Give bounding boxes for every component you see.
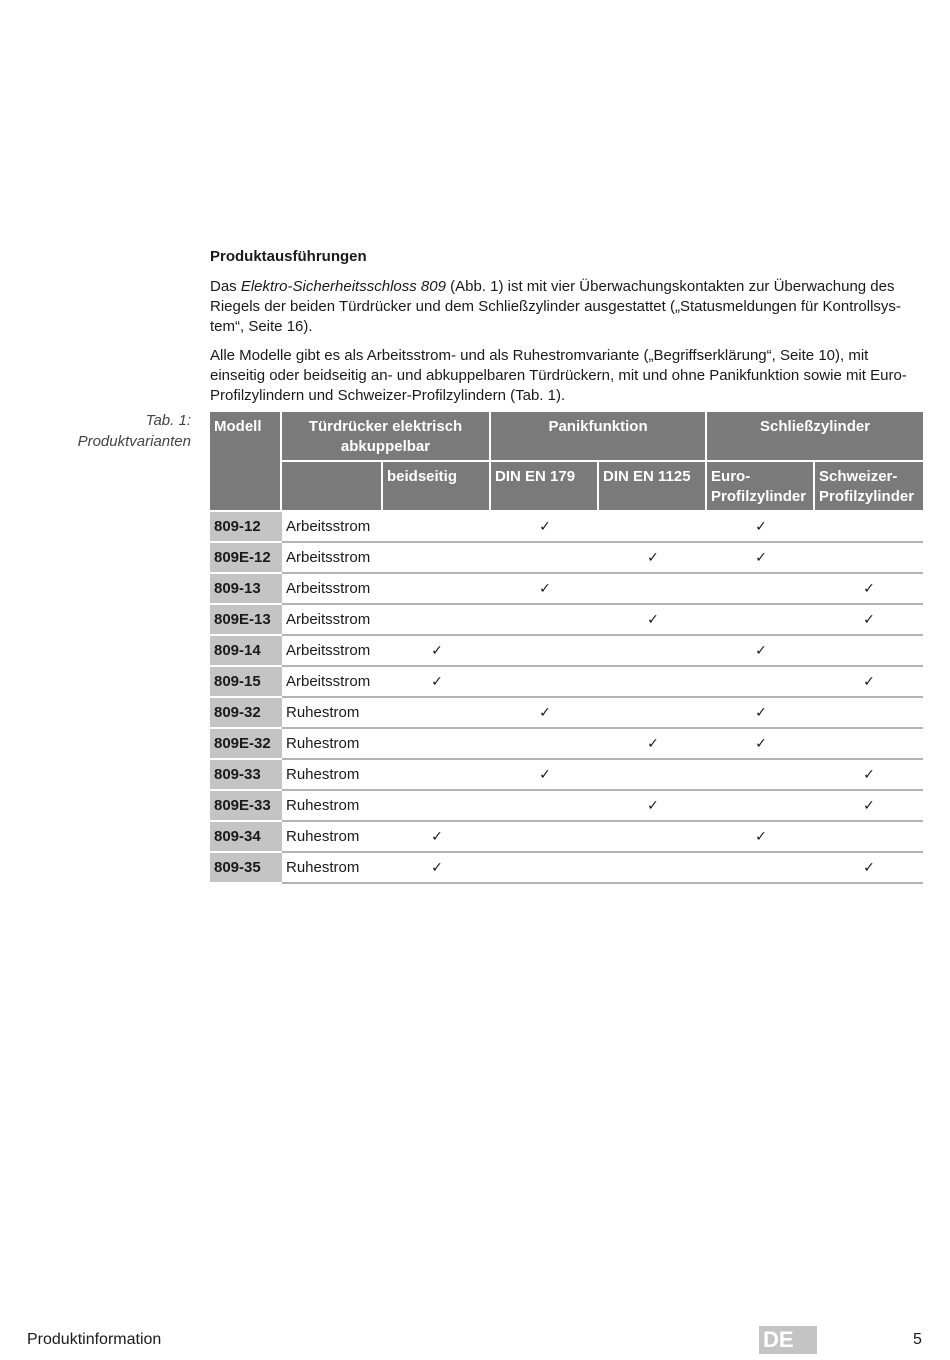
table-body [210,512,923,884]
check-cell [707,605,815,636]
header-modell: Modell [210,412,282,512]
check-cell [815,822,923,853]
check-cell [383,791,491,822]
table-row [210,574,923,605]
checkmark-icon: ✓ [755,735,767,752]
table-row [210,636,923,667]
checkmark-icon: ✓ [863,611,875,628]
check-cell [383,760,491,791]
check-cell [491,698,599,729]
model-cell: 809-15 [210,667,282,698]
check-cell [707,512,815,543]
check-cell [383,853,491,884]
checkmark-icon: ✓ [755,704,767,721]
check-cell [599,574,707,605]
check-cell [707,822,815,853]
checkmark-icon: ✓ [539,580,551,597]
intro-text-end: (Abb. 1) ist mit vier Überwachungskontakten zur Überwachung des Riegels der beiden Türdrücker und dem Schließzylinder ausgestattet („Statusmeldungen für Kontrollsys-tem“, Seite 16). [210,278,901,335]
table-row [210,822,923,853]
variants-paragraph: Alle Modelle gibt es als Arbeitsstrom- und als Ruhestromvariante („Begriffserklärung“, Seite 10), mit einseitig oder beidseitig an- und abkuppelbaren Türdrückern, mit und ohne Panikfunktion sowie mit Euro-Profilzylindern und Schweizer-Profilzylindern (Tab. 1). [210,347,907,404]
current-type-cell: Arbeitsstrom [282,543,383,574]
check-cell [491,853,599,884]
header-tuerdruecker: Türdrücker elektrisch abkuppelbar [282,412,491,462]
check-cell [707,791,815,822]
check-cell [815,760,923,791]
check-cell [815,605,923,636]
check-cell [491,512,599,543]
check-cell [599,605,707,636]
check-cell [491,667,599,698]
check-cell [383,729,491,760]
current-type-cell: Ruhestrom [282,791,383,822]
page-number: 5 [913,1331,922,1348]
check-cell [815,636,923,667]
table-row [210,605,923,636]
checkmark-icon: ✓ [647,549,659,566]
check-cell [707,698,815,729]
header-schliesszylinder: Schließzylinder [707,412,923,462]
current-type-cell: Arbeitsstrom [282,636,383,667]
checkmark-icon: ✓ [539,518,551,535]
table-subheader-row [210,462,923,512]
model-cell: 809E-32 [210,729,282,760]
checkmark-icon: ✓ [863,797,875,814]
check-cell [599,543,707,574]
model-cell: 809-35 [210,853,282,884]
table-row [210,698,923,729]
check-cell [815,574,923,605]
check-cell [491,791,599,822]
check-cell [491,543,599,574]
footer-title: Produktinformation [27,1331,162,1348]
section-heading: Produktausführungen [210,248,367,265]
model-cell: 809-33 [210,760,282,791]
check-cell [599,512,707,543]
check-cell [707,574,815,605]
intro-paragraph [210,277,925,337]
subheader-beidseitig: beidseitig [383,462,491,512]
check-cell [599,698,707,729]
check-cell [599,760,707,791]
language-badge: DE [759,1326,817,1354]
checkmark-icon: ✓ [755,828,767,845]
check-cell [383,698,491,729]
model-cell: 809E-13 [210,605,282,636]
check-cell [815,729,923,760]
check-cell [599,853,707,884]
checkmark-icon: ✓ [755,642,767,659]
current-type-cell: Arbeitsstrom [282,512,383,543]
checkmark-icon: ✓ [647,735,659,752]
check-cell [707,729,815,760]
checkmark-icon: ✓ [431,673,443,690]
checkmark-icon: ✓ [431,859,443,876]
check-cell [707,543,815,574]
check-cell [599,791,707,822]
check-cell [707,760,815,791]
product-name: Elektro-Sicherheitsschloss 809 [240,278,446,295]
current-type-cell: Arbeitsstrom [282,667,383,698]
checkmark-icon: ✓ [755,518,767,535]
check-cell [599,636,707,667]
check-cell [491,605,599,636]
check-cell [383,636,491,667]
current-type-cell: Ruhestrom [282,729,383,760]
subheader-din-en-179: DIN EN 179 [491,462,599,512]
model-cell: 809E-12 [210,543,282,574]
checkmark-icon: ✓ [431,828,443,845]
subheader-din-en-1125: DIN EN 1125 [599,462,707,512]
check-cell [383,574,491,605]
current-type-cell: Ruhestrom [282,698,383,729]
product-variants-table [210,412,923,884]
subheader-schweizer: Schweizer-Profilzylinder [815,462,923,512]
check-cell [599,729,707,760]
checkmark-icon: ✓ [863,673,875,690]
model-cell: 809-13 [210,574,282,605]
current-type-cell: Ruhestrom [282,853,383,884]
model-cell: 809-34 [210,822,282,853]
check-cell [707,667,815,698]
check-cell [815,512,923,543]
check-cell [707,636,815,667]
checkmark-icon: ✓ [539,704,551,721]
checkmark-icon: ✓ [647,797,659,814]
current-type-cell: Ruhestrom [282,760,383,791]
current-type-cell: Ruhestrom [282,822,383,853]
checkmark-icon: ✓ [755,549,767,566]
check-cell [383,822,491,853]
model-cell: 809E-33 [210,791,282,822]
model-cell: 809-14 [210,636,282,667]
table-row [210,512,923,543]
check-cell [491,636,599,667]
subheader-euro: Euro-Profilzylinder [707,462,815,512]
checkmark-icon: ✓ [539,766,551,783]
table-row [210,667,923,698]
table-row [210,543,923,574]
table-row [210,729,923,760]
check-cell [599,667,707,698]
checkmark-icon: ✓ [863,766,875,783]
checkmark-icon: ✓ [431,642,443,659]
intro-text-start: Das [210,278,241,295]
current-type-cell: Arbeitsstrom [282,605,383,636]
check-cell [815,698,923,729]
check-cell [815,667,923,698]
check-cell [491,822,599,853]
table-row [210,791,923,822]
table-header-row [210,412,923,462]
check-cell [707,853,815,884]
model-cell: 809-12 [210,512,282,543]
caption-number: Tab. 1: [145,412,191,429]
header-panikfunktion: Panikfunktion [491,412,707,462]
check-cell [383,543,491,574]
table-row [210,853,923,884]
table-row [210,760,923,791]
check-cell [383,605,491,636]
check-cell [491,760,599,791]
check-cell [599,822,707,853]
check-cell [383,512,491,543]
subheader-empty [282,462,383,512]
checkmark-icon: ✓ [863,580,875,597]
check-cell [491,729,599,760]
check-cell [815,791,923,822]
check-cell [815,543,923,574]
checkmark-icon: ✓ [647,611,659,628]
checkmark-icon: ✓ [863,859,875,876]
table-caption [11,410,191,452]
check-cell [491,574,599,605]
current-type-cell: Arbeitsstrom [282,574,383,605]
model-cell: 809-32 [210,698,282,729]
check-cell [383,667,491,698]
caption-title: Produktvarianten [77,433,191,450]
check-cell [815,853,923,884]
